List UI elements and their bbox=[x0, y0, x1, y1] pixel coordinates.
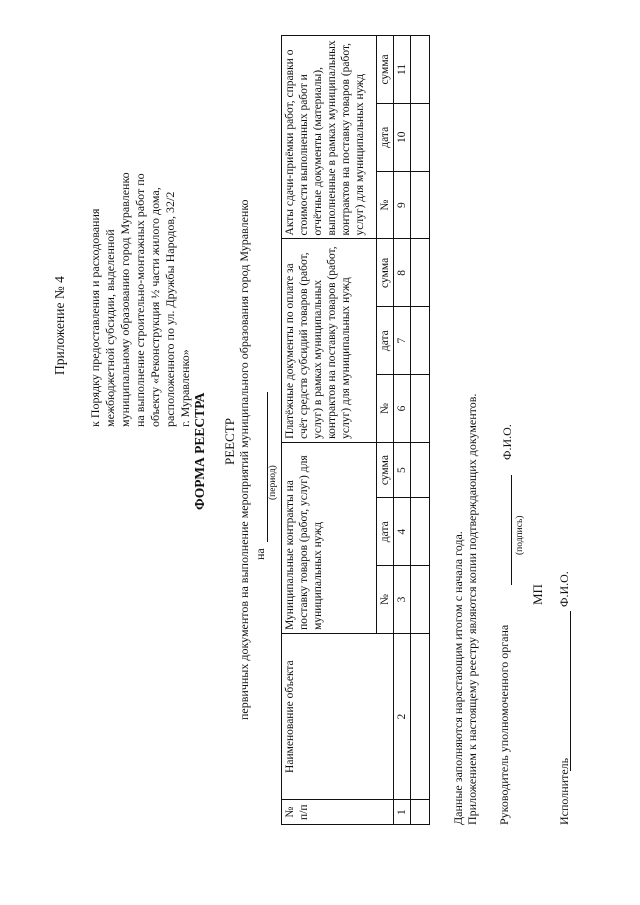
col-number: 5 bbox=[394, 442, 411, 497]
annex-line: межбюджетной субсидии, выделенной bbox=[103, 229, 117, 427]
header-num: № п/п bbox=[282, 800, 394, 825]
sub-sum: сумма bbox=[377, 239, 394, 307]
note-cumulative: Данные заполняются нарастающим итогом с начала года. bbox=[451, 531, 465, 825]
annex-line: к Порядку предоставления и расходования bbox=[88, 208, 102, 427]
sub-no: № bbox=[377, 566, 394, 634]
sub-date: дата bbox=[377, 307, 394, 375]
sub-date: дата bbox=[377, 498, 394, 566]
empty-cell bbox=[411, 633, 430, 799]
period-line bbox=[253, 392, 268, 560]
header-acts: Акты сдачи-приёмки работ, справки о стоимости выполненных работ и отчётные документы (материалы), выполненные в рамках муниципальных контрактов на поставку товаров (работ, услуг) для муниципальных нужд bbox=[282, 36, 377, 239]
empty-cell bbox=[411, 171, 430, 239]
sub-no: № bbox=[377, 171, 394, 239]
sub-sum: сумма bbox=[377, 36, 394, 104]
annex-line: муниципальному образованию город Муравленко bbox=[118, 172, 132, 427]
executor-line bbox=[570, 611, 571, 771]
period-prefix: на bbox=[253, 548, 267, 560]
annex-body bbox=[88, 127, 193, 427]
header-object: Наименование объекта bbox=[282, 633, 394, 799]
signature-caption: (подпись) bbox=[515, 515, 525, 555]
registry-table bbox=[281, 35, 430, 825]
empty-cell bbox=[411, 442, 430, 497]
col-number: 1 bbox=[394, 800, 411, 825]
annex-line: г. Муравленко» bbox=[178, 349, 192, 427]
sub-no: № bbox=[377, 375, 394, 443]
annex-title: Приложение № 4 bbox=[52, 276, 67, 375]
col-number: 11 bbox=[394, 36, 411, 104]
header-payments: Платёжные документы по оплате за счёт средств субсидий товаров (работ, услуг) в рамках муниципальных контрактов на поставку товаров (работ, услуг) для муниципальных нужд bbox=[282, 239, 377, 442]
executor-fio: Ф.И.О. bbox=[557, 571, 571, 607]
empty-cell bbox=[411, 36, 430, 104]
registry-title: РЕЕСТР bbox=[222, 418, 237, 465]
period-blank bbox=[255, 392, 268, 542]
col-number: 2 bbox=[394, 633, 411, 799]
head-label: Руководитель уполномоченного органа bbox=[497, 624, 511, 825]
sub-sum: сумма bbox=[377, 442, 394, 497]
sub-date: дата bbox=[377, 103, 394, 171]
period-caption: (период) bbox=[268, 465, 278, 500]
empty-cell bbox=[411, 239, 430, 307]
col-number: 7 bbox=[394, 307, 411, 375]
col-number: 10 bbox=[394, 103, 411, 171]
empty-cell bbox=[411, 498, 430, 566]
empty-cell bbox=[411, 103, 430, 171]
col-number: 9 bbox=[394, 171, 411, 239]
empty-cell bbox=[411, 800, 430, 825]
col-number: 4 bbox=[394, 498, 411, 566]
executor-label: Исполнитель bbox=[557, 757, 571, 825]
empty-cell bbox=[411, 307, 430, 375]
form-title: ФОРМА РЕЕСТРА bbox=[192, 392, 207, 510]
empty-cell bbox=[411, 566, 430, 634]
head-fio: Ф.И.О. bbox=[500, 424, 514, 460]
table-row bbox=[411, 36, 430, 825]
annex-line: расположенного по ул. Дружбы Народов, 32/2 bbox=[163, 191, 177, 427]
annex-line: объекту «Реконструкция ½ части жилого дома, bbox=[148, 187, 162, 427]
stamp-label: МП bbox=[530, 584, 545, 605]
col-number: 6 bbox=[394, 375, 411, 443]
registry-subtitle: первичных документов на выполнение мероприятий муниципального образования город Муравленко bbox=[237, 199, 251, 720]
note-attachments: Приложением к настоящему реестру являются копии подтверждающих документов. bbox=[465, 393, 479, 825]
col-number: 3 bbox=[394, 566, 411, 634]
col-number: 8 bbox=[394, 239, 411, 307]
signature-line bbox=[511, 475, 512, 585]
header-contracts: Муниципальные контракты на поставку товаров (работ, услуг) для муниципальных нужд bbox=[282, 442, 377, 633]
annex-line: на выполнение строительно-монтажных работ по bbox=[133, 173, 147, 427]
empty-cell bbox=[411, 375, 430, 443]
